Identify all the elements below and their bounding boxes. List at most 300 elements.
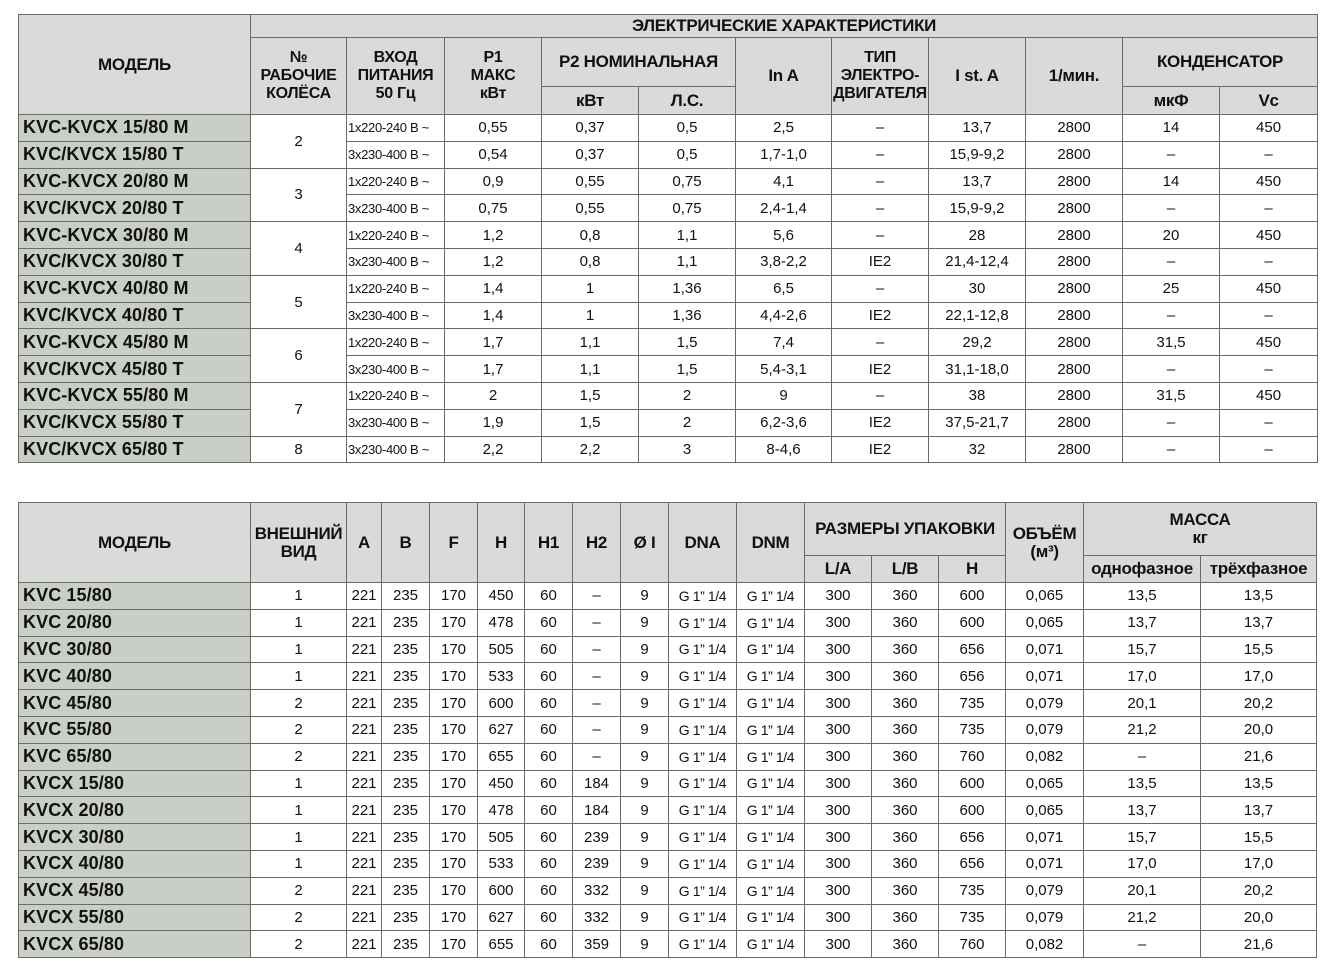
header-electrical-group: ЭЛЕКТРИЧЕСКИЕ ХАРАКТЕРИСТИКИ	[251, 15, 1318, 38]
dimensions-table-body	[19, 583, 1317, 958]
h-cell: 600	[478, 690, 525, 717]
model-cell: KVC 15/80	[19, 583, 251, 610]
dna-cell: G 1” 1/4	[669, 797, 737, 824]
mass-single-phase-cell: 17,0	[1084, 663, 1201, 690]
rpm-cell: 2800	[1026, 382, 1123, 409]
volume-cell: 0,079	[1006, 904, 1084, 931]
dimensions-table	[18, 502, 1317, 958]
h-cell: 450	[478, 770, 525, 797]
motor-type-cell: –	[832, 141, 929, 168]
a-cell: 221	[347, 931, 382, 958]
a-cell: 221	[347, 797, 382, 824]
dna-cell: G 1” 1/4	[669, 824, 737, 851]
f-cell: 170	[430, 716, 478, 743]
f-cell: 170	[430, 609, 478, 636]
header-dnm: DNM	[737, 503, 805, 583]
header-b: B	[382, 503, 430, 583]
p2-hp-cell: 2	[639, 409, 736, 436]
pack-la-cell: 300	[805, 850, 872, 877]
ist-a-cell: 13,7	[929, 168, 1026, 195]
rpm-cell: 2800	[1026, 248, 1123, 275]
pack-la-cell: 300	[805, 931, 872, 958]
f-cell: 170	[430, 663, 478, 690]
power-input-cell: 3x230-400 В ~	[347, 436, 445, 463]
h1-cell: 60	[525, 824, 573, 851]
h1-cell: 60	[525, 583, 573, 610]
mass-single-phase-cell: 20,1	[1084, 877, 1201, 904]
ist-a-cell: 15,9-9,2	[929, 141, 1026, 168]
mass-single-phase-cell: 17,0	[1084, 850, 1201, 877]
p1-cell: 1,4	[445, 275, 542, 302]
h1-cell: 60	[525, 609, 573, 636]
ist-a-cell: 37,5-21,7	[929, 409, 1026, 436]
capacitor-uf-cell: 31,5	[1123, 329, 1220, 356]
model-cell: KVC 45/80	[19, 690, 251, 717]
h2-cell: 332	[573, 904, 621, 931]
pack-h-cell: 656	[939, 663, 1006, 690]
dnm-cell: G 1” 1/4	[737, 609, 805, 636]
view-cell: 2	[251, 904, 347, 931]
capacitor-vc-cell: –	[1220, 409, 1318, 436]
diameter-cell: 9	[621, 824, 669, 851]
ist-a-cell: 21,4-12,4	[929, 248, 1026, 275]
power-input-cell: 3x230-400 В ~	[347, 356, 445, 383]
header-pack-lb: L/B	[872, 556, 939, 583]
h2-cell: –	[573, 636, 621, 663]
motor-type-cell: –	[832, 115, 929, 142]
mass-single-phase-cell: 20,1	[1084, 690, 1201, 717]
model-cell: KVCX 65/80	[19, 931, 251, 958]
table-row	[19, 275, 1318, 302]
h1-cell: 60	[525, 904, 573, 931]
pack-h-cell: 760	[939, 931, 1006, 958]
header-p1: P1 МАКС кВт	[445, 38, 542, 115]
f-cell: 170	[430, 743, 478, 770]
volume-cell: 0,065	[1006, 609, 1084, 636]
electrical-table-body	[19, 115, 1318, 463]
b-cell: 235	[382, 663, 430, 690]
mass-single-phase-cell: 13,7	[1084, 797, 1201, 824]
model-cell: KVC-KVCX 30/80 M	[19, 222, 251, 249]
pack-la-cell: 300	[805, 824, 872, 851]
h1-cell: 60	[525, 743, 573, 770]
header-cap-uf: мкФ	[1123, 87, 1220, 115]
volume-cell: 0,065	[1006, 797, 1084, 824]
volume-cell: 0,082	[1006, 931, 1084, 958]
pack-h-cell: 656	[939, 636, 1006, 663]
mass-single-phase-cell: 21,2	[1084, 716, 1201, 743]
ist-a-cell: 31,1-18,0	[929, 356, 1026, 383]
mass-single-phase-cell: 15,7	[1084, 824, 1201, 851]
pack-lb-cell: 360	[872, 877, 939, 904]
b-cell: 235	[382, 609, 430, 636]
a-cell: 221	[347, 904, 382, 931]
in-a-cell: 3,8-2,2	[736, 248, 832, 275]
dnm-cell: G 1” 1/4	[737, 850, 805, 877]
p2-hp-cell: 2	[639, 382, 736, 409]
f-cell: 170	[430, 636, 478, 663]
p1-cell: 0,75	[445, 195, 542, 222]
power-input-cell: 3x230-400 В ~	[347, 409, 445, 436]
f-cell: 170	[430, 770, 478, 797]
pack-lb-cell: 360	[872, 850, 939, 877]
view-cell: 2	[251, 690, 347, 717]
volume-cell: 0,065	[1006, 770, 1084, 797]
model-cell: KVC 65/80	[19, 743, 251, 770]
header-model: МОДЕЛЬ	[19, 503, 251, 583]
header-power-input: ВХОД ПИТАНИЯ 50 Гц	[347, 38, 445, 115]
p2-hp-cell: 0,5	[639, 141, 736, 168]
model-cell: KVCX 40/80	[19, 850, 251, 877]
b-cell: 235	[382, 743, 430, 770]
header-motor-type: ТИП ЭЛЕКТРО- ДВИГАТЕЛЯ	[832, 38, 929, 115]
model-cell: KVC/KVCX 65/80 T	[19, 436, 251, 463]
power-input-cell: 1x220-240 В ~	[347, 275, 445, 302]
model-cell: KVC/KVCX 40/80 T	[19, 302, 251, 329]
p1-cell: 1,7	[445, 329, 542, 356]
p2-hp-cell: 1,36	[639, 275, 736, 302]
table-row	[19, 382, 1318, 409]
header-cap-vc: Vc	[1220, 87, 1318, 115]
ist-a-cell: 29,2	[929, 329, 1026, 356]
table-row	[19, 356, 1318, 383]
h-cell: 478	[478, 609, 525, 636]
pack-h-cell: 600	[939, 770, 1006, 797]
p2-hp-cell: 3	[639, 436, 736, 463]
h2-cell: 184	[573, 770, 621, 797]
pack-h-cell: 600	[939, 797, 1006, 824]
dna-cell: G 1” 1/4	[669, 690, 737, 717]
p1-cell: 0,55	[445, 115, 542, 142]
mass-three-phase-cell: 20,0	[1201, 904, 1317, 931]
pack-la-cell: 300	[805, 877, 872, 904]
header-p2-hp: Л.С.	[639, 87, 736, 115]
view-cell: 1	[251, 797, 347, 824]
dna-cell: G 1” 1/4	[669, 663, 737, 690]
h2-cell: 239	[573, 824, 621, 851]
p2-kw-cell: 0,37	[542, 115, 639, 142]
p2-hp-cell: 1,5	[639, 356, 736, 383]
header-mass-single-phase: однофазное	[1084, 556, 1201, 583]
view-cell: 1	[251, 824, 347, 851]
header-mass: МАССА кг	[1084, 503, 1317, 556]
table-row	[19, 824, 1317, 851]
dnm-cell: G 1” 1/4	[737, 824, 805, 851]
dnm-cell: G 1” 1/4	[737, 904, 805, 931]
rpm-cell: 2800	[1026, 168, 1123, 195]
in-a-cell: 9	[736, 382, 832, 409]
p2-hp-cell: 1,1	[639, 222, 736, 249]
volume-cell: 0,071	[1006, 850, 1084, 877]
in-a-cell: 1,7-1,0	[736, 141, 832, 168]
h-cell: 655	[478, 743, 525, 770]
dna-cell: G 1” 1/4	[669, 904, 737, 931]
pack-lb-cell: 360	[872, 797, 939, 824]
motor-type-cell: –	[832, 195, 929, 222]
a-cell: 221	[347, 583, 382, 610]
motor-type-cell: –	[832, 275, 929, 302]
dnm-cell: G 1” 1/4	[737, 877, 805, 904]
view-cell: 1	[251, 663, 347, 690]
impellers-cell: 5	[251, 275, 347, 329]
mass-three-phase-cell: 13,5	[1201, 583, 1317, 610]
b-cell: 235	[382, 770, 430, 797]
power-input-cell: 3x230-400 В ~	[347, 302, 445, 329]
f-cell: 170	[430, 797, 478, 824]
header-impellers: № РАБОЧИЕ КОЛЁСА	[251, 38, 347, 115]
p1-cell: 1,4	[445, 302, 542, 329]
capacitor-vc-cell: 450	[1220, 168, 1318, 195]
electrical-table-header	[19, 15, 1318, 115]
h2-cell: 359	[573, 931, 621, 958]
h1-cell: 60	[525, 663, 573, 690]
model-cell: KVC/KVCX 20/80 T	[19, 195, 251, 222]
mass-single-phase-cell: 15,7	[1084, 636, 1201, 663]
model-cell: KVC-KVCX 15/80 M	[19, 115, 251, 142]
h-cell: 533	[478, 850, 525, 877]
table-row	[19, 931, 1317, 958]
header-view: ВНЕШНИЙ ВИД	[251, 503, 347, 583]
dnm-cell: G 1” 1/4	[737, 716, 805, 743]
table-row	[19, 141, 1318, 168]
p2-kw-cell: 1	[542, 275, 639, 302]
power-input-cell: 3x230-400 В ~	[347, 248, 445, 275]
motor-type-cell: IE2	[832, 302, 929, 329]
a-cell: 221	[347, 636, 382, 663]
p1-cell: 2,2	[445, 436, 542, 463]
h2-cell: –	[573, 690, 621, 717]
ist-a-cell: 32	[929, 436, 1026, 463]
p2-hp-cell: 0,5	[639, 115, 736, 142]
model-cell: KVC-KVCX 40/80 M	[19, 275, 251, 302]
mass-three-phase-cell: 17,0	[1201, 663, 1317, 690]
diameter-cell: 9	[621, 743, 669, 770]
dna-cell: G 1” 1/4	[669, 716, 737, 743]
in-a-cell: 7,4	[736, 329, 832, 356]
diameter-cell: 9	[621, 663, 669, 690]
power-input-cell: 3x230-400 В ~	[347, 141, 445, 168]
pack-la-cell: 300	[805, 770, 872, 797]
header-f: F	[430, 503, 478, 583]
ist-a-cell: 38	[929, 382, 1026, 409]
h-cell: 627	[478, 716, 525, 743]
p1-cell: 0,9	[445, 168, 542, 195]
f-cell: 170	[430, 877, 478, 904]
p2-kw-cell: 1,5	[542, 382, 639, 409]
capacitor-uf-cell: –	[1123, 141, 1220, 168]
p2-kw-cell: 0,55	[542, 195, 639, 222]
pack-la-cell: 300	[805, 797, 872, 824]
p2-kw-cell: 1,1	[542, 356, 639, 383]
pack-lb-cell: 360	[872, 716, 939, 743]
capacitor-vc-cell: 450	[1220, 222, 1318, 249]
diameter-cell: 9	[621, 931, 669, 958]
a-cell: 221	[347, 743, 382, 770]
diameter-cell: 9	[621, 690, 669, 717]
view-cell: 1	[251, 850, 347, 877]
p2-hp-cell: 1,5	[639, 329, 736, 356]
mass-three-phase-cell: 15,5	[1201, 636, 1317, 663]
rpm-cell: 2800	[1026, 302, 1123, 329]
capacitor-uf-cell: –	[1123, 302, 1220, 329]
model-cell: KVCX 20/80	[19, 797, 251, 824]
header-pack-h: H	[939, 556, 1006, 583]
pack-h-cell: 656	[939, 850, 1006, 877]
dnm-cell: G 1” 1/4	[737, 583, 805, 610]
ist-a-cell: 15,9-9,2	[929, 195, 1026, 222]
model-cell: KVC 30/80	[19, 636, 251, 663]
impellers-cell: 8	[251, 436, 347, 463]
p1-cell: 1,9	[445, 409, 542, 436]
motor-type-cell: –	[832, 168, 929, 195]
h2-cell: 184	[573, 797, 621, 824]
view-cell: 1	[251, 583, 347, 610]
view-cell: 2	[251, 877, 347, 904]
model-cell: KVCX 55/80	[19, 904, 251, 931]
pack-lb-cell: 360	[872, 904, 939, 931]
a-cell: 221	[347, 690, 382, 717]
rpm-cell: 2800	[1026, 141, 1123, 168]
b-cell: 235	[382, 877, 430, 904]
b-cell: 235	[382, 931, 430, 958]
rpm-cell: 2800	[1026, 409, 1123, 436]
motor-type-cell: –	[832, 382, 929, 409]
mass-single-phase-cell: 13,7	[1084, 609, 1201, 636]
mass-three-phase-cell: 17,0	[1201, 850, 1317, 877]
f-cell: 170	[430, 850, 478, 877]
p2-hp-cell: 1,36	[639, 302, 736, 329]
table-row	[19, 248, 1318, 275]
dna-cell: G 1” 1/4	[669, 931, 737, 958]
model-cell: KVCX 45/80	[19, 877, 251, 904]
h1-cell: 60	[525, 877, 573, 904]
dna-cell: G 1” 1/4	[669, 609, 737, 636]
pack-la-cell: 300	[805, 663, 872, 690]
h2-cell: –	[573, 743, 621, 770]
volume-cell: 0,071	[1006, 824, 1084, 851]
table-row	[19, 797, 1317, 824]
header-h2: H2	[573, 503, 621, 583]
capacitor-vc-cell: 450	[1220, 382, 1318, 409]
motor-type-cell: IE2	[832, 248, 929, 275]
pack-lb-cell: 360	[872, 609, 939, 636]
dnm-cell: G 1” 1/4	[737, 797, 805, 824]
header-mass-three-phase: трёхфазное	[1201, 556, 1317, 583]
pack-la-cell: 300	[805, 743, 872, 770]
rpm-cell: 2800	[1026, 356, 1123, 383]
capacitor-vc-cell: –	[1220, 195, 1318, 222]
table-row	[19, 168, 1318, 195]
rpm-cell: 2800	[1026, 436, 1123, 463]
header-model: МОДЕЛЬ	[19, 15, 251, 115]
header-volume: ОБЪЁМ (м³)	[1006, 503, 1084, 583]
diameter-cell: 9	[621, 877, 669, 904]
ist-a-cell: 22,1-12,8	[929, 302, 1026, 329]
dnm-cell: G 1” 1/4	[737, 931, 805, 958]
rpm-cell: 2800	[1026, 115, 1123, 142]
table-row	[19, 770, 1317, 797]
f-cell: 170	[430, 583, 478, 610]
volume-cell: 0,079	[1006, 877, 1084, 904]
table-row	[19, 636, 1317, 663]
rpm-cell: 2800	[1026, 329, 1123, 356]
h2-cell: 332	[573, 877, 621, 904]
b-cell: 235	[382, 716, 430, 743]
p2-kw-cell: 0,37	[542, 141, 639, 168]
model-cell: KVC/KVCX 30/80 T	[19, 248, 251, 275]
capacitor-uf-cell: 25	[1123, 275, 1220, 302]
b-cell: 235	[382, 904, 430, 931]
b-cell: 235	[382, 797, 430, 824]
dnm-cell: G 1” 1/4	[737, 770, 805, 797]
h-cell: 627	[478, 904, 525, 931]
h1-cell: 60	[525, 690, 573, 717]
p1-cell: 2	[445, 382, 542, 409]
pack-h-cell: 760	[939, 743, 1006, 770]
header-dna: DNA	[669, 503, 737, 583]
in-a-cell: 4,4-2,6	[736, 302, 832, 329]
header-ist-a: I st. A	[929, 38, 1026, 115]
h1-cell: 60	[525, 716, 573, 743]
p2-kw-cell: 2,2	[542, 436, 639, 463]
power-input-cell: 1x220-240 В ~	[347, 329, 445, 356]
header-package-size: РАЗМЕРЫ УПАКОВКИ	[805, 503, 1006, 556]
p2-hp-cell: 0,75	[639, 195, 736, 222]
model-cell: KVC/KVCX 55/80 T	[19, 409, 251, 436]
dnm-cell: G 1” 1/4	[737, 636, 805, 663]
pack-lb-cell: 360	[872, 583, 939, 610]
table-row	[19, 583, 1317, 610]
a-cell: 221	[347, 770, 382, 797]
in-a-cell: 4,1	[736, 168, 832, 195]
view-cell: 2	[251, 743, 347, 770]
f-cell: 170	[430, 824, 478, 851]
pack-lb-cell: 360	[872, 636, 939, 663]
in-a-cell: 2,5	[736, 115, 832, 142]
in-a-cell: 8-4,6	[736, 436, 832, 463]
model-cell: KVC 20/80	[19, 609, 251, 636]
capacitor-uf-cell: 20	[1123, 222, 1220, 249]
header-diameter: Ø I	[621, 503, 669, 583]
header-h: H	[478, 503, 525, 583]
f-cell: 170	[430, 931, 478, 958]
power-input-cell: 1x220-240 В ~	[347, 382, 445, 409]
dna-cell: G 1” 1/4	[669, 743, 737, 770]
model-cell: KVC/KVCX 45/80 T	[19, 356, 251, 383]
table-row	[19, 877, 1317, 904]
mass-three-phase-cell: 13,5	[1201, 770, 1317, 797]
p2-kw-cell: 1,1	[542, 329, 639, 356]
p2-kw-cell: 0,8	[542, 248, 639, 275]
p2-kw-cell: 0,8	[542, 222, 639, 249]
pack-la-cell: 300	[805, 636, 872, 663]
pack-lb-cell: 360	[872, 770, 939, 797]
view-cell: 1	[251, 770, 347, 797]
power-input-cell: 1x220-240 В ~	[347, 115, 445, 142]
motor-type-cell: –	[832, 222, 929, 249]
table-row	[19, 195, 1318, 222]
h-cell: 505	[478, 636, 525, 663]
view-cell: 1	[251, 609, 347, 636]
dimensions-table-header	[19, 503, 1317, 583]
pack-lb-cell: 360	[872, 663, 939, 690]
table-row	[19, 409, 1318, 436]
pack-la-cell: 300	[805, 716, 872, 743]
pack-h-cell: 735	[939, 690, 1006, 717]
in-a-cell: 6,2-3,6	[736, 409, 832, 436]
mass-single-phase-cell: 13,5	[1084, 770, 1201, 797]
rpm-cell: 2800	[1026, 195, 1123, 222]
